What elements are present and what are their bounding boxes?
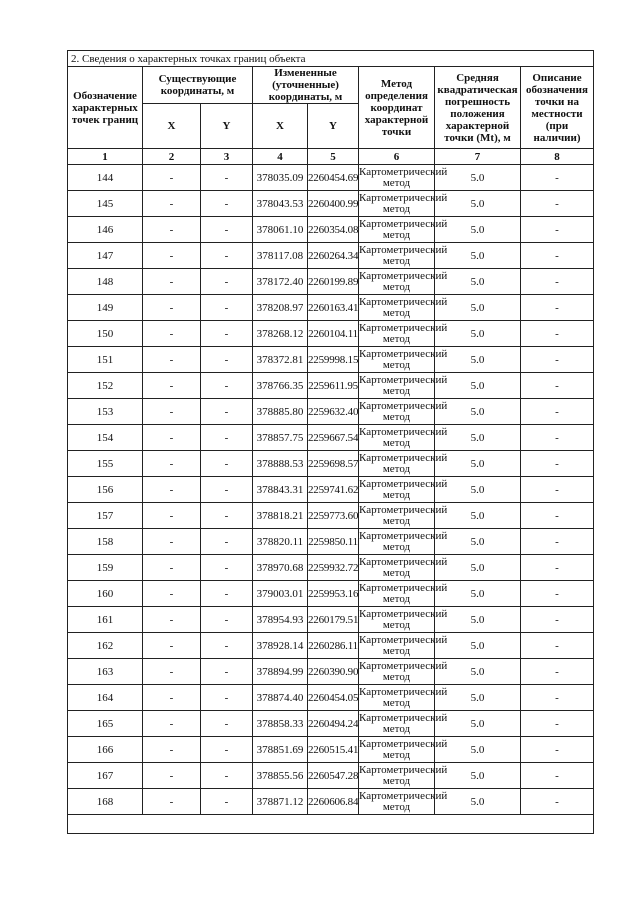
cell-point-id: 157 [68, 503, 143, 529]
cell-existing-y: - [201, 243, 253, 269]
header-changed-coordinates: Измененные (уточненные) координаты, м [253, 67, 359, 104]
cell-method: Картометрический метод [359, 191, 448, 215]
cell-changed-x: 378372.81 [253, 347, 308, 373]
cell-changed-x: 378888.53 [253, 451, 308, 477]
cell-description: - [521, 191, 594, 217]
cell-changed-x: 378857.75 [253, 425, 308, 451]
cell-mean-error: 5.0 [435, 607, 521, 633]
boundary-points-sheet [67, 50, 593, 834]
cell-existing-y: - [201, 347, 253, 373]
cell-description: - [521, 607, 594, 633]
cell-method: Картометрический метод [359, 165, 448, 189]
cell-mean-error: 5.0 [435, 529, 521, 555]
cell-point-id: 150 [68, 321, 143, 347]
column-number: 1 [68, 149, 143, 165]
header-description: Описание обозначения точки на местности (при наличии) [521, 67, 594, 149]
cell-point-id: 166 [68, 737, 143, 763]
cell-method: Картометрический метод [359, 217, 448, 241]
cell-existing-x: - [143, 581, 201, 607]
cell-method: Картометрический метод [359, 607, 448, 631]
cell-mean-error: 5.0 [435, 555, 521, 581]
cell-description: - [521, 373, 594, 399]
cell-changed-x: 378855.56 [253, 763, 308, 789]
cell-method: Картометрический метод [359, 451, 448, 475]
cell-existing-y: - [201, 165, 253, 191]
cell-method: Картометрический метод [359, 763, 448, 787]
table-row [68, 477, 594, 503]
cell-changed-y: 2259611.95 [308, 373, 359, 399]
cell-point-id: 144 [68, 165, 143, 191]
cell-point-id: 148 [68, 269, 143, 295]
cell-method: Картометрический метод [359, 737, 448, 761]
table-row [68, 451, 594, 477]
cell-mean-error: 5.0 [435, 425, 521, 451]
cell-changed-y: 2260454.69 [308, 165, 359, 191]
cell-existing-x: - [143, 217, 201, 243]
cell-changed-x: 378117.08 [253, 243, 308, 269]
cell-existing-x: - [143, 789, 201, 815]
cell-existing-x: - [143, 451, 201, 477]
cell-changed-y: 2260515.41 [308, 737, 359, 763]
cell-description: - [521, 529, 594, 555]
cell-changed-x: 378954.93 [253, 607, 308, 633]
cell-changed-x: 378851.69 [253, 737, 308, 763]
table-row [68, 217, 594, 243]
header-point-designation: Обозначение характерных точек границ [68, 67, 143, 149]
table-row [68, 295, 594, 321]
table-row [68, 659, 594, 685]
cell-existing-y: - [201, 217, 253, 243]
cell-description: - [521, 477, 594, 503]
cell-method: Картометрический метод [359, 295, 448, 319]
cell-existing-x: - [143, 477, 201, 503]
cell-mean-error: 5.0 [435, 581, 521, 607]
cell-existing-x: - [143, 243, 201, 269]
cell-changed-x: 378970.68 [253, 555, 308, 581]
cell-mean-error: 5.0 [435, 321, 521, 347]
cell-changed-y: 2260606.84 [308, 789, 359, 815]
cell-changed-x: 378043.53 [253, 191, 308, 217]
cell-changed-y: 2259953.16 [308, 581, 359, 607]
header-existing-x: X [143, 104, 201, 149]
cell-point-id: 145 [68, 191, 143, 217]
header-existing-coordinates: Существующие координаты, м [143, 67, 253, 104]
cell-existing-y: - [201, 503, 253, 529]
cell-existing-x: - [143, 529, 201, 555]
cell-description: - [521, 295, 594, 321]
cell-method: Картометрический метод [359, 581, 448, 605]
cell-existing-x: - [143, 763, 201, 789]
cell-existing-x: - [143, 321, 201, 347]
cell-description: - [521, 555, 594, 581]
cell-changed-y: 2260264.34 [308, 243, 359, 269]
cell-point-id: 155 [68, 451, 143, 477]
cell-mean-error: 5.0 [435, 347, 521, 373]
cell-description: - [521, 321, 594, 347]
cell-existing-y: - [201, 191, 253, 217]
cell-changed-y: 2260199.89 [308, 269, 359, 295]
cell-existing-y: - [201, 451, 253, 477]
cell-changed-x: 378172.40 [253, 269, 308, 295]
cell-changed-x: 378818.21 [253, 503, 308, 529]
cell-method: Картометрический метод [359, 789, 448, 813]
cell-existing-y: - [201, 321, 253, 347]
cell-existing-x: - [143, 737, 201, 763]
cell-existing-y: - [201, 555, 253, 581]
cell-existing-x: - [143, 503, 201, 529]
cell-description: - [521, 347, 594, 373]
cell-mean-error: 5.0 [435, 503, 521, 529]
table-footer-row [68, 815, 594, 834]
cell-changed-y: 2259998.15 [308, 347, 359, 373]
cell-point-id: 159 [68, 555, 143, 581]
cell-existing-y: - [201, 581, 253, 607]
cell-existing-x: - [143, 685, 201, 711]
cell-changed-y: 2259632.40 [308, 399, 359, 425]
cell-point-id: 163 [68, 659, 143, 685]
cell-existing-x: - [143, 555, 201, 581]
cell-changed-x: 378885.80 [253, 399, 308, 425]
cell-method: Картометрический метод [359, 477, 448, 501]
cell-method: Картометрический метод [359, 711, 448, 735]
cell-changed-x: 378061.10 [253, 217, 308, 243]
cell-mean-error: 5.0 [435, 451, 521, 477]
cell-existing-x: - [143, 607, 201, 633]
cell-changed-y: 2260354.08 [308, 217, 359, 243]
cell-existing-x: - [143, 347, 201, 373]
table-row [68, 321, 594, 347]
cell-existing-y: - [201, 789, 253, 815]
cell-changed-x: 378268.12 [253, 321, 308, 347]
cell-changed-x: 378766.35 [253, 373, 308, 399]
cell-existing-y: - [201, 269, 253, 295]
cell-changed-y: 2259773.60 [308, 503, 359, 529]
column-number: 7 [435, 149, 521, 165]
table-row [68, 711, 594, 737]
cell-point-id: 149 [68, 295, 143, 321]
cell-description: - [521, 659, 594, 685]
table-row [68, 165, 594, 191]
cell-point-id: 160 [68, 581, 143, 607]
cell-mean-error: 5.0 [435, 711, 521, 737]
cell-mean-error: 5.0 [435, 269, 521, 295]
cell-method: Картометрический метод [359, 243, 448, 267]
cell-existing-y: - [201, 373, 253, 399]
table-row [68, 191, 594, 217]
header-existing-y: Y [201, 104, 253, 149]
cell-description: - [521, 763, 594, 789]
cell-mean-error: 5.0 [435, 685, 521, 711]
cell-existing-y: - [201, 399, 253, 425]
table-row [68, 789, 594, 815]
cell-existing-x: - [143, 269, 201, 295]
cell-changed-x: 378820.11 [253, 529, 308, 555]
cell-existing-y: - [201, 529, 253, 555]
cell-existing-x: - [143, 633, 201, 659]
cell-point-id: 146 [68, 217, 143, 243]
cell-point-id: 153 [68, 399, 143, 425]
cell-existing-x: - [143, 165, 201, 191]
cell-changed-y: 2259667.54 [308, 425, 359, 451]
cell-mean-error: 5.0 [435, 633, 521, 659]
cell-changed-y: 2260104.11 [308, 321, 359, 347]
cell-point-id: 151 [68, 347, 143, 373]
cell-mean-error: 5.0 [435, 295, 521, 321]
header-method: Метод определения координат характерной точки [359, 67, 435, 149]
cell-mean-error: 5.0 [435, 191, 521, 217]
cell-changed-x: 378208.97 [253, 295, 308, 321]
table-row [68, 373, 594, 399]
table-row [68, 425, 594, 451]
cell-changed-y: 2260390.90 [308, 659, 359, 685]
cell-mean-error: 5.0 [435, 217, 521, 243]
cell-description: - [521, 269, 594, 295]
cell-existing-x: - [143, 399, 201, 425]
column-number: 2 [143, 149, 201, 165]
cell-existing-y: - [201, 659, 253, 685]
table-row [68, 607, 594, 633]
cell-point-id: 161 [68, 607, 143, 633]
cell-description: - [521, 399, 594, 425]
cell-mean-error: 5.0 [435, 737, 521, 763]
cell-point-id: 154 [68, 425, 143, 451]
cell-mean-error: 5.0 [435, 165, 521, 191]
table-row [68, 529, 594, 555]
cell-changed-x: 379003.01 [253, 581, 308, 607]
cell-description: - [521, 711, 594, 737]
cell-mean-error: 5.0 [435, 477, 521, 503]
cell-description: - [521, 789, 594, 815]
cell-description: - [521, 165, 594, 191]
cell-existing-y: - [201, 477, 253, 503]
cell-changed-y: 2260179.51 [308, 607, 359, 633]
column-number: 5 [308, 149, 359, 165]
table-row [68, 399, 594, 425]
cell-mean-error: 5.0 [435, 373, 521, 399]
cell-changed-y: 2260454.05 [308, 685, 359, 711]
cell-existing-x: - [143, 295, 201, 321]
cell-changed-x: 378035.09 [253, 165, 308, 191]
cell-method: Картометрический метод [359, 503, 448, 527]
table-row [68, 685, 594, 711]
cell-point-id: 165 [68, 711, 143, 737]
cell-method: Картометрический метод [359, 347, 448, 371]
table-row [68, 763, 594, 789]
cell-existing-x: - [143, 373, 201, 399]
cell-existing-y: - [201, 685, 253, 711]
cell-changed-y: 2259741.62 [308, 477, 359, 503]
cell-point-id: 152 [68, 373, 143, 399]
cell-existing-x: - [143, 191, 201, 217]
table-footer-cell [68, 815, 594, 834]
cell-method: Картометрический метод [359, 529, 448, 553]
table-row [68, 555, 594, 581]
table-row [68, 269, 594, 295]
table-row [68, 581, 594, 607]
cell-description: - [521, 451, 594, 477]
cell-changed-y: 2259698.57 [308, 451, 359, 477]
table-row [68, 633, 594, 659]
cell-changed-x: 378843.31 [253, 477, 308, 503]
cell-changed-x: 378871.12 [253, 789, 308, 815]
cell-changed-x: 378874.40 [253, 685, 308, 711]
cell-point-id: 156 [68, 477, 143, 503]
cell-method: Картометрический метод [359, 321, 448, 345]
column-number: 3 [201, 149, 253, 165]
cell-method: Картометрический метод [359, 425, 448, 449]
cell-changed-y: 2260163.41 [308, 295, 359, 321]
cell-existing-y: - [201, 763, 253, 789]
cell-changed-x: 378928.14 [253, 633, 308, 659]
cell-description: - [521, 425, 594, 451]
cell-existing-x: - [143, 711, 201, 737]
cell-description: - [521, 503, 594, 529]
cell-existing-x: - [143, 425, 201, 451]
cell-mean-error: 5.0 [435, 763, 521, 789]
cell-point-id: 162 [68, 633, 143, 659]
cell-changed-x: 378894.99 [253, 659, 308, 685]
cell-existing-y: - [201, 607, 253, 633]
cell-mean-error: 5.0 [435, 243, 521, 269]
cell-changed-y: 2259850.11 [308, 529, 359, 555]
cell-method: Картометрический метод [359, 555, 448, 579]
table-row [68, 347, 594, 373]
cell-existing-x: - [143, 659, 201, 685]
cell-existing-y: - [201, 295, 253, 321]
cell-method: Картометрический метод [359, 685, 448, 709]
cell-changed-x: 378858.33 [253, 711, 308, 737]
cell-point-id: 168 [68, 789, 143, 815]
cell-method: Картометрический метод [359, 399, 448, 423]
header-changed-x: X [253, 104, 308, 149]
cell-point-id: 167 [68, 763, 143, 789]
table-row [68, 243, 594, 269]
cell-changed-y: 2260547.28 [308, 763, 359, 789]
boundary-points-table [67, 50, 594, 834]
cell-method: Картометрический метод [359, 633, 448, 657]
cell-existing-y: - [201, 711, 253, 737]
table-row [68, 503, 594, 529]
column-number: 8 [521, 149, 594, 165]
cell-method: Картометрический метод [359, 269, 448, 293]
cell-description: - [521, 633, 594, 659]
cell-point-id: 158 [68, 529, 143, 555]
cell-existing-y: - [201, 737, 253, 763]
cell-existing-y: - [201, 633, 253, 659]
cell-changed-y: 2260494.24 [308, 711, 359, 737]
column-number: 6 [359, 149, 435, 165]
cell-method: Картометрический метод [359, 659, 448, 683]
cell-point-id: 164 [68, 685, 143, 711]
cell-mean-error: 5.0 [435, 789, 521, 815]
cell-point-id: 147 [68, 243, 143, 269]
table-body [68, 165, 594, 815]
cell-changed-y: 2260400.99 [308, 191, 359, 217]
table-row [68, 737, 594, 763]
header-changed-y: Y [308, 104, 359, 149]
cell-existing-y: - [201, 425, 253, 451]
cell-description: - [521, 243, 594, 269]
cell-description: - [521, 685, 594, 711]
cell-changed-y: 2260286.11 [308, 633, 359, 659]
header-mean-error: Средняя квадратическая погрешность положения характерной точки (Mt), м [435, 67, 521, 149]
column-number: 4 [253, 149, 308, 165]
section-title: 2. Сведения о характерных точках границ объекта [68, 51, 594, 67]
cell-mean-error: 5.0 [435, 399, 521, 425]
cell-mean-error: 5.0 [435, 659, 521, 685]
cell-description: - [521, 737, 594, 763]
cell-description: - [521, 581, 594, 607]
cell-changed-y: 2259932.72 [308, 555, 359, 581]
cell-method: Картометрический метод [359, 373, 448, 397]
cell-description: - [521, 217, 594, 243]
